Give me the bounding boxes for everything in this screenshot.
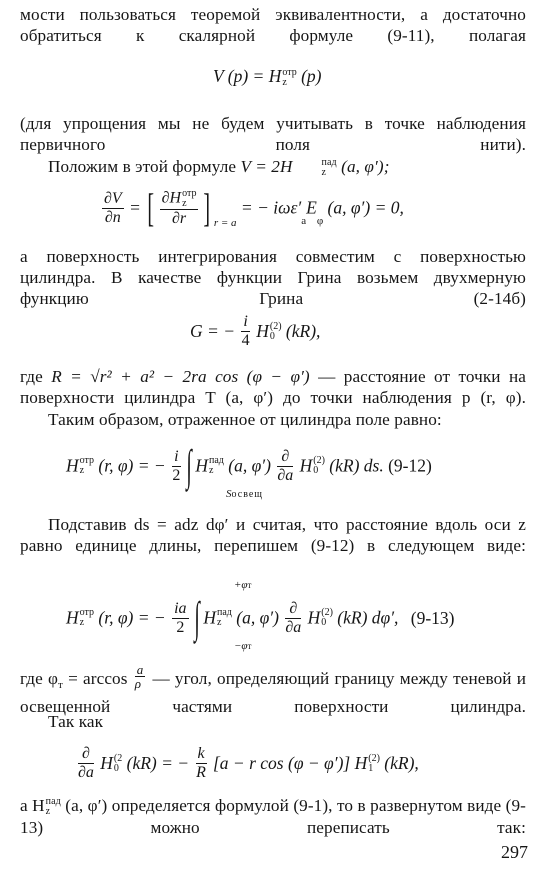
eq5-lower-limit [234,640,251,652]
eq6-num: a [136,661,144,677]
equation-green [190,313,320,350]
eq4-sub2: z [209,465,214,476]
eq2-num: ∂V [104,189,122,207]
eq7-sup2: (2) [368,752,380,764]
eq5-args2: (a, φ′) [236,607,279,628]
eq3-sub: 0 [269,330,275,342]
eq7-num: k [197,745,205,762]
eq7-tail: (kR), [384,753,419,773]
eq4-integral-sign: ∫ [186,441,192,490]
eq1-rhs: (p) [301,66,322,86]
eq3-frac [241,313,249,350]
eq5-sup2: пад [217,607,232,618]
paragraph-surface: а поверхность интегрирования совместим с поверхностью цилиндра. В качестве функции Грина возьмем двухмерную функцию Грина (2-14б) [20,247,526,308]
eq4-dnum: ∂ [281,447,290,465]
p5-post: — расстояние от точки на поверхности цилиндра T (a, φ′) до точки наблюдения p (r, φ). [20,367,526,407]
eq4-H3: H [299,455,313,476]
eq5-dnum: ∂ [289,599,298,617]
eq7-args: (kR) = − [126,753,190,773]
eq5-H: H [66,607,79,628]
eq2-bracket-right: ] [203,185,211,230]
eq5-dfrac [285,600,301,637]
p3-pre: Положим в этой формуле [48,157,237,176]
eq4-sup3: (2) [313,455,325,466]
eq5-num: ia [174,599,187,617]
eq5-label: (9-13) [410,607,455,628]
eq7-dnum: ∂ [82,745,90,762]
eq5-upper: +φ [234,579,248,591]
eq5-lower: −φ [234,640,248,652]
eq7-frac [196,745,207,782]
eq2-inner-frac [160,189,199,228]
eq4-label: (9-12) [388,455,432,476]
p8-frac [135,663,146,690]
p10-pre: а H [20,796,45,815]
paragraph-reflected: Таким образом, отраженное от цилиндра поле равно: [48,410,442,429]
eq6-den: ρ [134,675,142,691]
p8-a: где φ [20,669,59,688]
p3-sub: z [321,167,327,179]
eq5-upper-limit [234,579,251,591]
eq5-sub3: 0 [321,617,327,628]
p3-tail: (a, φ′); [341,157,390,176]
eq2-sub-r: r = a [213,217,237,230]
eq7-den: R [196,764,206,781]
equation-derivative [76,745,419,782]
eq4-dfrac [277,448,293,485]
equation-boundary: $\frac{\partial V}{\partial n}$ = [ ∂H отр z ∂r ] $_{r = a}$ = − $i\omega\varepsilon'_aE_\varphi$ (a, φ′) = 0, [104,185,404,230]
eq5-sup3: (2) [321,607,333,618]
eq4-num: i [174,447,179,465]
eq3-H: H [256,321,269,341]
eq4-sup: отр [79,455,95,466]
eq4-tail: (kR) ds. [329,455,384,476]
eq3-tail: (kR), [285,321,321,341]
eq7-H: H [100,753,113,773]
page-number: 297 [501,842,528,862]
eq5-sub2: z [217,617,222,628]
eq4-lower-sub: освещ [231,489,263,500]
eq5-lower-sub: т [247,641,252,651]
eq1-sup: отр [282,66,297,78]
paragraph-since: Так как [48,712,104,731]
eq7-dden: ∂a [78,764,94,781]
eq7-dfrac [78,745,94,782]
eq5-sup: отр [79,607,95,618]
p10-tail: (a, φ′) определяется формулой (9-1), то в развернутом виде (9-13) можно переписать так: [20,796,526,838]
eq2-bracket-left: [ [147,185,155,230]
p8-c: = arccos [68,669,128,688]
p10-sub: z [45,806,51,818]
eq2-rhs: = − iωε′ [240,197,302,218]
eq2-E: E [306,197,317,218]
eq4-args2: (a, φ′) [228,455,271,476]
paragraph-angle [20,661,527,717]
eq7-sub2: 1 [368,762,374,774]
eq2-inner-sub: z [182,197,187,209]
eq5-upper-sub: т [247,580,252,590]
equation-9-13 [66,579,455,652]
eq5-tail: (kR) dφ′, [337,607,399,628]
eq4-dden: ∂a [277,466,294,484]
equation-v-p [213,66,322,88]
paragraph-substitute: Подставив ds = adz dφ′ и считая, что расстояние вдоль оси z равно единице длины, перепишем (9-12) в следующем виде: [20,515,526,555]
eq4-sup2: пад [209,455,224,466]
eq4-den: 2 [172,466,181,484]
eq5-frac [172,600,188,637]
paragraph-distance [20,366,526,408]
eq3-den: 4 [241,332,250,349]
eq2-E-sub: φ [316,215,324,228]
eq3-sup: (2) [269,320,282,332]
p8-b: т [58,679,63,691]
eq5-args: (r, φ) = − [98,607,166,628]
p8-d: — угол, определяющий границу между теневой и освещенной частями поверхности цилиндра. [20,669,527,716]
eq7-sup: (2 [113,752,123,764]
eq3-lhs: G = − [190,321,236,341]
eq2-tail: (a, φ′) = 0, [327,197,404,218]
eq4-frac [172,448,180,485]
eq2-frac [102,190,124,227]
p5-pre: где [20,367,43,386]
paragraph-simplification: (для упрощения мы не будем учитывать в точке наблюдения первичного поля нити). [20,114,526,154]
eq4-args: (r, φ) = − [98,455,166,476]
paragraph-set [20,156,526,178]
eq4-lower-S: S [226,488,232,500]
equation-9-12 [66,441,432,500]
eq4-H2: H [195,455,208,476]
eq1-lhs: V (p) = H [213,66,282,86]
eq5-H3: H [307,607,321,628]
eq3-num: i [243,313,248,330]
eq5-integral-sign: ∫ [194,593,200,642]
eq4-sub: z [79,465,85,476]
p3-sup: пад [321,157,337,169]
eq2-inner-num: ∂H [161,189,182,207]
eq7-mid: [a − r cos (φ − φ′)] H [212,753,368,773]
eq7-sub: 0 [113,762,119,774]
eq5-dden: ∂a [285,618,302,636]
eq5-H2: H [203,607,216,628]
paragraph-final [20,795,526,838]
eq5-sub: z [79,617,85,628]
p10-sup: пад [45,796,61,808]
eq4-H: H [66,455,79,476]
p5-eq: R = √r² + a² − 2ra cos (φ − φ′) [51,367,310,386]
eq4-sub3: 0 [313,465,319,476]
paragraph-intro: мости пользоваться теоремой эквивалентности, а достаточно обратиться к скалярной формуле (9-11), полагая [20,5,526,45]
eq2-inner-den: ∂r [171,209,187,227]
eq5-den: 2 [176,618,185,636]
eq1-sub: z [282,76,287,88]
p3-eq: V = 2H [240,157,293,176]
eq4-lower-limit [226,488,263,500]
eq2-inner-sup: отр [182,187,197,199]
eq2-rhs-sub: a [301,215,307,228]
eq2-den: ∂n [104,208,121,226]
